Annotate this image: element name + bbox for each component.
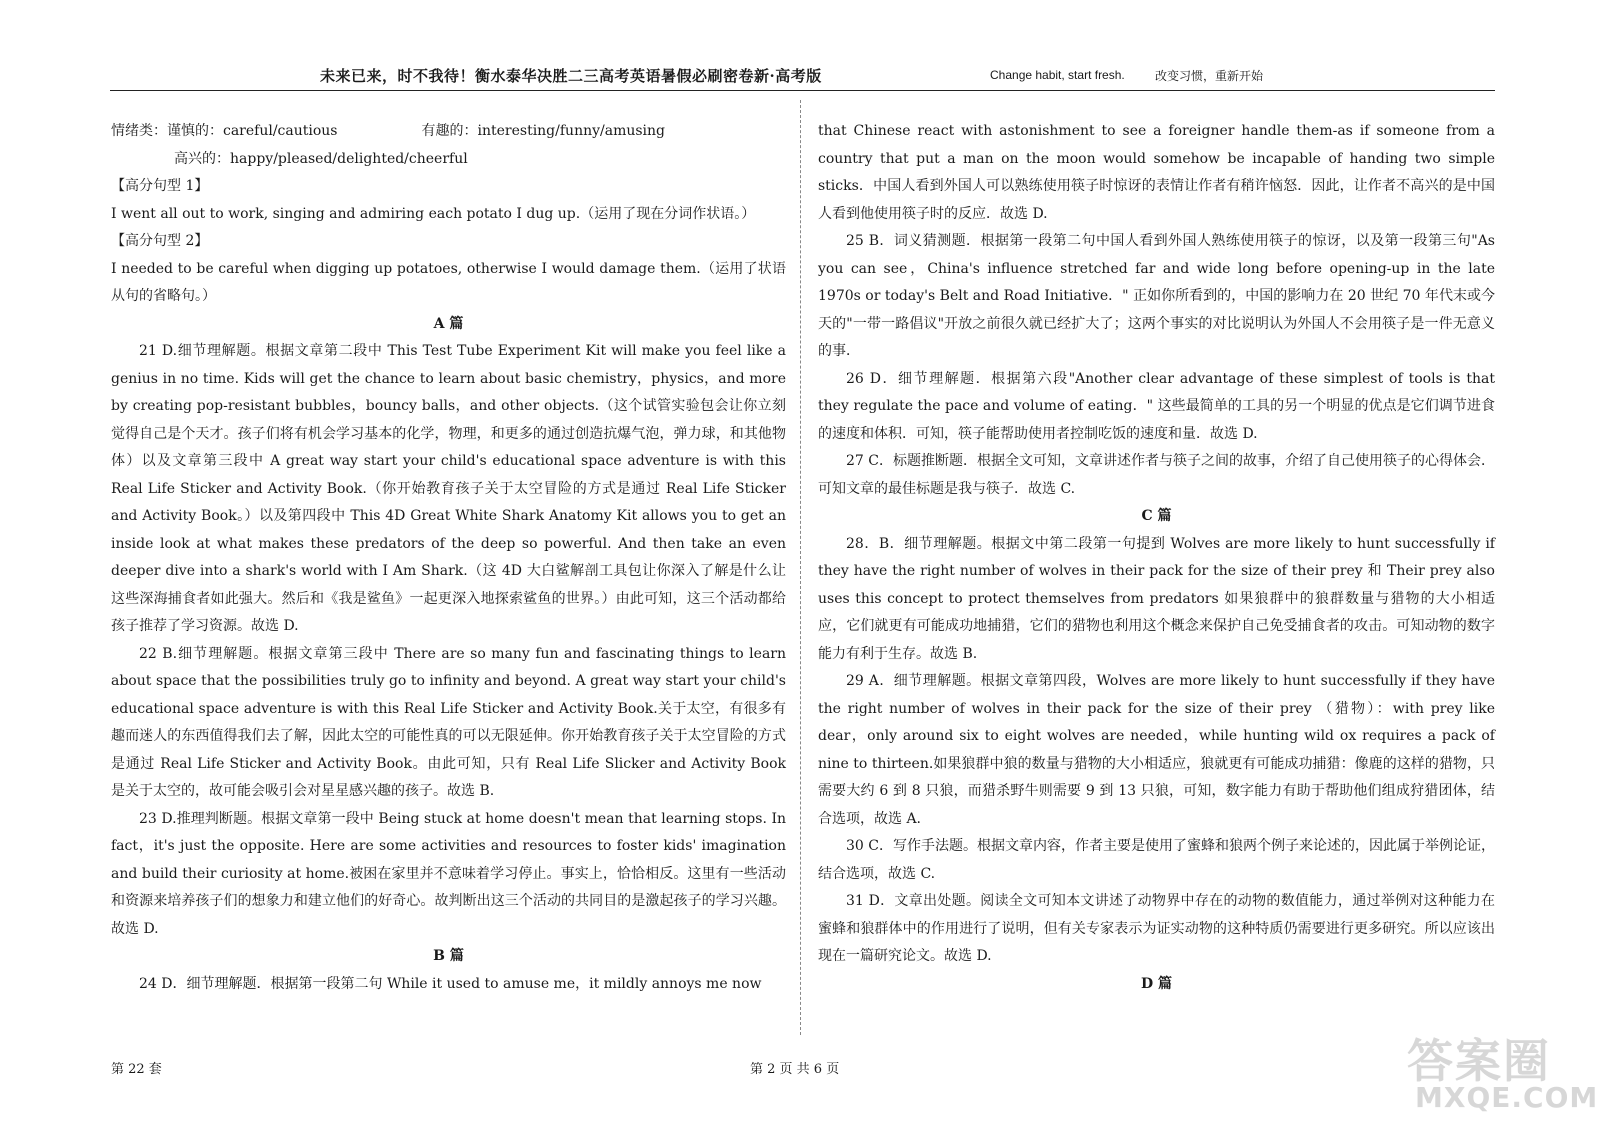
vocab-line-2: 高兴的：happy/pleased/delighted/cheerful	[174, 150, 468, 167]
answer-28: 28．B．细节理解题。根据文中第二段第一句提到 Wolves are more likely to hunt successfully if they have the right number of wolves in their pack for the size of their prey 和 Their prey also uses this concept to protect themselves from predators 如果狼群中的狼群数量与猎物的大小相适应，它们就更有可能成功地捕猎，它们的猎物也利用这个概念来保护自己免受捕食者的攻击。可知动物的数字能力有利于生存。故选 B.	[818, 535, 1495, 662]
answer-26: 26 D．细节理解题．根据第六段"Another clear advantage of these simplest of tools is that they regulate the pace and volume of eating．" 这些最简单的工具的另一个明显的优点是它们调节进食的速度和体积．可知，筷子能帮助使用者控制吃饭的速度和量．故选 D.	[818, 370, 1495, 442]
column-divider	[800, 100, 801, 1035]
header-title: 未来已来，时不我待！衡水泰华决胜二三高考英语暑假必刷密卷新·高考版	[320, 67, 822, 85]
sentence-1-text: I went all out to work, singing and admiring each potato I dug up.（运用了现在分词作状语。）	[111, 205, 756, 222]
page-header	[110, 62, 1495, 91]
answer-25: 25 B．词义猜测题．根据第一段第二句中国人看到外国人熟练使用筷子的惊讶，以及第一段第三句"As you can see，China's influence stretched far and wide long before opening-up in the late 1970s or today's Belt and Road Initiative．" 正如你所看到的，中国的影响力在 20 世纪 70 年代末或今天的"一带一路倡议"开放之前很久就已经扩大了；这两个事实的对比说明认为外国人不会用筷子是一件无意义的事．	[818, 233, 1495, 359]
watermark-cn: 答案圈	[1407, 1034, 1551, 1088]
answer-31: 31 D．文章出处题。阅读全文可知本文讲述了动物界中存在的动物的数值能力，通过举例对这种能力在蜜蜂和狼群体中的作用进行了说明，但有关专家表示为证实动物的这种特质仍需要进行更多研究。所以应该出现在一篇研究论文。故选 D.	[818, 893, 1495, 964]
footer-set-number: 第 22 套	[111, 1062, 162, 1077]
sentence-2-label: 【高分句型 2】	[111, 233, 209, 249]
answer-30: 30 C．写作手法题。根据文章内容，作者主要是使用了蜜蜂和狼两个例子来论述的，因此属于举例论证，结合选项，故选 C.	[818, 838, 1495, 882]
answer-23: 23 D.推理判断题。根据文章第一段中 Being stuck at home doesn't mean that learning stops. In fact，it's just the opposite. Here are some activities and resources to foster kids' imagination and build their curiosity at home.被困在家里并不意味着学习停止。事实上，恰恰相反。这里有一些活动和资源来培养孩子们的想象力和建立他们的好奇心。故判断出这三个活动的共同目的是激起孩子的学习兴趣。故选 D.	[111, 810, 786, 937]
section-d-heading: D 篇	[1140, 975, 1172, 992]
section-b-heading: B 篇	[433, 948, 464, 964]
header-slogan-en: Change habit, start fresh.	[990, 68, 1125, 82]
answer-24: 24 D．细节理解题．根据第一段第二句 While it used to amuse me，it mildly annoys me now	[139, 975, 762, 992]
answer-22: 22 B.细节理解题。根据文章第三段中 There are so many fun and fascinating things to learn about space that the possibilities truly go to infinity and beyond. A great way start your child's educational space adventure is with this Real Life Sticker and Activity Book.关于太空，有很多有趣而迷人的东西值得我们去了解，因此太空的可能性真的可以无限延伸。你开始教育孩子关于太空冒险的方式是通过 Real Life Sticker and Activity Book。由此可知，只有 Real Life Slicker and Activity Book 是关于太空的，故可能会吸引会对星星感兴趣的孩子。故选 B.	[111, 645, 786, 799]
vocab-line-1	[111, 118, 786, 146]
sentence-1-label: 【高分句型 1】	[111, 178, 209, 194]
answer-24-continued: that Chinese react with astonishment to see a foreigner handle them-as if someone from a country that put a man on the moon would somehow be incapable of handing two simple sticks．中国人看到外国人可以熟练使用筷子时惊讶的表情让作者有稍许恼怒．因此，让作者不高兴的是中国人看到他使用筷子时的反应．故选 D.	[818, 123, 1495, 222]
vocab-careful: 情绪类：谨慎的：careful/cautious	[111, 123, 338, 139]
header-slogan-cn: 改变习惯，重新开始	[1155, 69, 1264, 83]
vocab-interesting: 有趣的：interesting/funny/amusing	[421, 123, 666, 139]
answer-21: 21 D.细节理解题。根据文章第二段中 This Test Tube Experiment Kit will make you feel like a genius in no time. Kids will get the chance to learn about basic chemistry，physics，and more by creating pop-resistant bubbles，bouncy balls，and other objects.（这个试管实验包会让你立刻觉得自己是个天才。孩子们将有机会学习基本的化学，物理，和更多的通过创造抗爆气泡，弹力球，和其他物体）以及文章第三段中 A great way start your child's educational space adventure is with this Real Life Sticker and Activity Book.（你开始教育孩子关于太空冒险的方式是通过 Real Life Sticker and Activity Book。）以及第四段中 This 4D Great White Shark Anatomy Kit allows you to get an inside look at what makes these predators of the deep so powerful. And then take an even deeper dive into a shark's world with I Am Shark.（这 4D 大白鲨解剖工具包让你深入了解是什么让这些深海捕食者如此强大。然后和《我是鲨鱼》一起更深入地探索鲨鱼的世界。）由此可知，这三个活动都给孩子推荐了学习资源。故选 D.	[111, 343, 786, 634]
sentence-2-text: I needed to be careful when digging up potatoes, otherwise I would damage them.（运用了状语从句的省略句。）	[111, 260, 786, 304]
left-column	[111, 118, 786, 998]
watermark-en: MXQE.COM	[1415, 1081, 1599, 1114]
right-column	[818, 118, 1495, 998]
section-c-heading: C 篇	[1141, 508, 1172, 524]
footer-page-number: 第 2 页 共 6 页	[750, 1062, 840, 1077]
answer-29: 29 A．细节理解题。根据文章第四段，Wolves are more likely to hunt successfully if they have the right number of wolves in their pack for the size of their prey （猎物）：with prey like dear，only around six to eight wolves are needed，while hunting wild ox requires a pack of nine to thirteen.如果狼群中狼的数量与猎物的大小相适应，狼就更有可能成功捕猎：像鹿的这样的猎物，只需要大约 6 到 8 只狼，而猎杀野牛则需要 9 到 13 只狼，可知，数字能力有助于帮助他们组成狩猎团体，结合选项，故选 A.	[818, 673, 1495, 827]
answer-27: 27 C．标题推断题．根据全文可知，文章讲述作者与筷子之间的故事，介绍了自己使用筷子的心得体会．可知文章的最佳标题是我与筷子．故选 C.	[818, 453, 1495, 497]
watermark-logo	[1395, 1025, 1599, 1125]
section-a-heading: A 篇	[433, 315, 464, 332]
